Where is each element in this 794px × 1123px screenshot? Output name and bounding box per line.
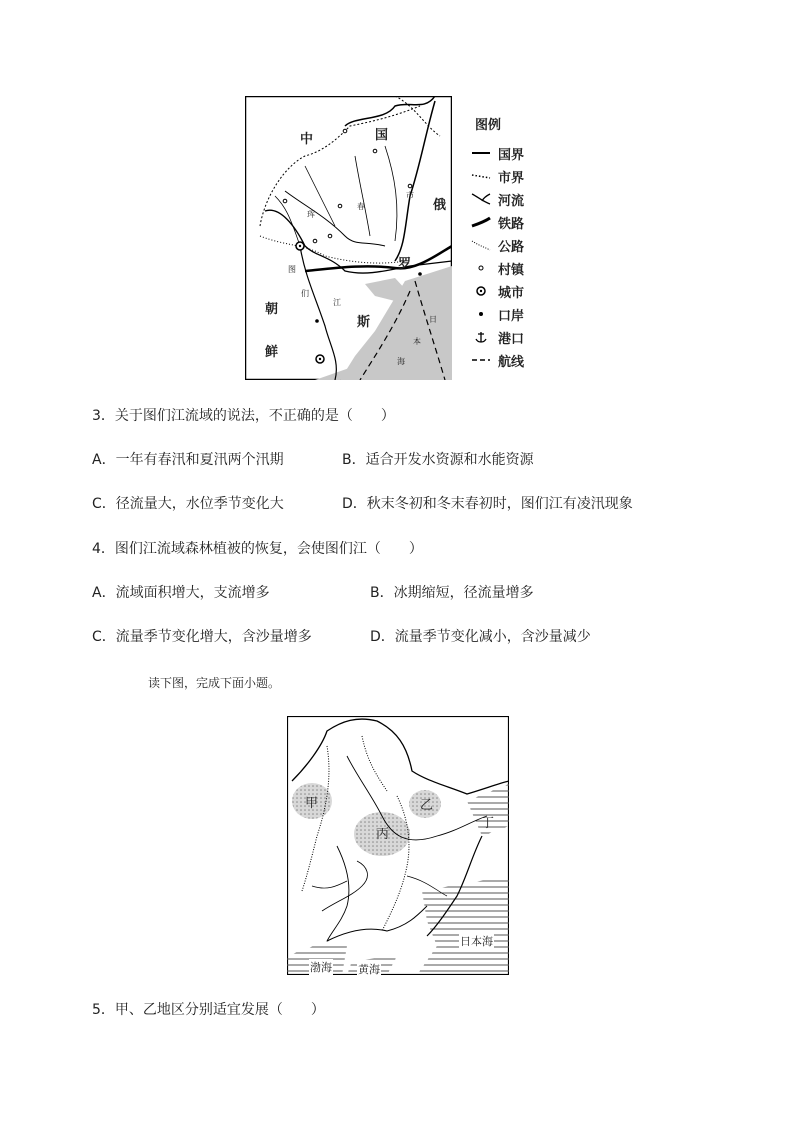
legend-item [470,303,524,325]
label-zhong: 中 [300,132,314,147]
legend-label: 国界 [498,147,525,163]
label-jiang: 江 [333,298,341,307]
label-ding: 丁 [481,816,495,831]
question-3-option-c[interactable]: C．径流量大，水位季节变化大 [92,496,284,512]
label-japan-sea: 日本海 [460,935,493,948]
legend-item [470,349,524,371]
port-entry-icon [470,306,492,322]
question-3-option-d[interactable]: D．秋末冬初和冬末春初时，图们江有凌汛现象 [342,496,633,512]
label-ri: 日 [429,315,437,324]
legend-item [470,142,524,164]
legend-label: 城市 [498,285,525,301]
legend-label: 市界 [498,170,525,186]
legend-item [470,165,524,187]
label-si: 斯 [357,315,371,330]
intro-text: 读下图，完成下面小题。 [148,676,281,690]
legend-item [470,257,524,279]
road-icon [470,237,492,253]
label-bing: 丙 [376,827,390,842]
label-xian: 鲜 [265,345,279,360]
legend-item [470,280,524,302]
label-tu: 图 [288,265,296,274]
legend-label: 河流 [498,193,525,209]
legend-title: 图例 [475,118,502,133]
map-legend [470,114,560,374]
legend-item [470,234,524,256]
legend-label: 航线 [498,354,525,370]
map-tumen-river [245,96,452,380]
label-jia: 甲 [305,796,319,811]
legend-item [470,211,524,233]
question-4-option-c[interactable]: C．流量季节变化增大，含沙量增多 [92,629,312,645]
question-4-option-d[interactable]: D．流量季节变化减小，含沙量减少 [370,629,591,645]
legend-label: 港口 [498,331,525,347]
legend-label: 公路 [498,239,525,255]
label-yi: 乙 [420,798,434,813]
legend-label: 铁路 [498,216,525,232]
label-luo: 罗 [398,257,412,272]
river-icon [470,191,492,207]
question-5-stem: 5．甲、乙地区分别适宜发展（ ） [92,1002,325,1018]
city-icon [470,283,492,299]
map-northeast [287,716,509,975]
label-bohai: 渤海 [310,961,332,974]
legend-item [470,326,524,348]
harbor-icon [470,329,492,345]
question-4-option-b[interactable]: B．冰期缩短，径流量增多 [370,585,534,601]
label-hai: 海 [397,357,405,366]
legend-label: 口岸 [498,308,525,324]
solid-line-icon [470,145,492,161]
dotted-line-icon [470,168,492,184]
label-e: 俄 [433,198,447,213]
label-hun: 珲 [307,210,315,219]
japan-sea [417,876,509,975]
label-huanghai: 黄海 [358,963,380,976]
label-chun: 春 [357,202,365,211]
label-ben: 本 [413,337,421,346]
legend-item [470,188,524,210]
question-3-option-b[interactable]: B．适合开发水资源和水能资源 [342,452,534,468]
label-men: 们 [301,289,309,298]
question-3-stem: 3．关于图们江流域的说法，不正确的是（ ） [92,408,395,424]
label-guo: 国 [375,128,389,143]
village-icon [470,260,492,276]
label-chao: 朝 [265,302,279,317]
question-4-stem: 4．图们江流域森林植被的恢复，会使图们江（ ） [92,541,423,557]
question-3-option-a[interactable]: A．一年有春汛和夏汛两个汛期 [92,452,284,468]
railway-icon [470,214,492,230]
legend-label: 村镇 [498,262,525,278]
label-shi: 市 [406,191,414,200]
question-4-option-a[interactable]: A．流域面积增大，支流增多 [92,585,270,601]
shipping-route-icon [470,352,492,368]
